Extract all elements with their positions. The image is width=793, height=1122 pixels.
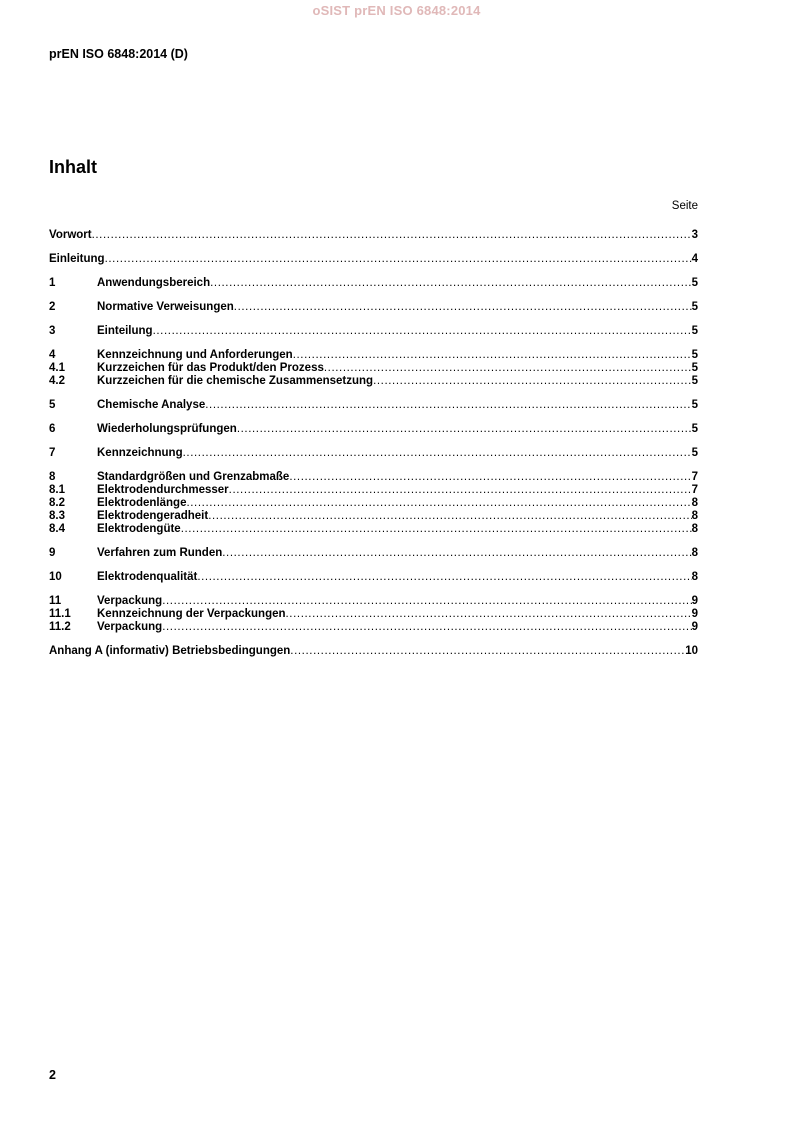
- toc-entry-page: 9: [691, 595, 698, 607]
- toc-entry-label: Standardgrößen und Grenzabmaße: [97, 471, 290, 483]
- toc-entry-page: 7: [691, 471, 698, 483]
- toc-entry-number: 8.2: [49, 497, 65, 509]
- toc-entry-8[interactable]: [49, 471, 698, 484]
- toc-entry-number: 7: [49, 447, 56, 459]
- toc-entry-label: Elektrodenlänge: [97, 497, 187, 509]
- toc-entry-8-4[interactable]: [49, 523, 698, 536]
- toc-entry-label: Normative Verweisungen: [97, 301, 234, 313]
- toc-entry-8-2[interactable]: [49, 497, 698, 510]
- dot-leader: [153, 325, 692, 338]
- toc-entry-page: 9: [691, 621, 698, 633]
- toc-entry-page: 9: [691, 608, 698, 620]
- toc-entry-4[interactable]: [49, 349, 698, 362]
- toc-entry-label: Kennzeichnung: [97, 447, 183, 459]
- dot-leader: [237, 423, 692, 436]
- dot-leader: [181, 523, 692, 536]
- toc-entry-8-1[interactable]: [49, 484, 698, 497]
- toc-entry-vorwort[interactable]: [49, 229, 698, 242]
- toc-entry-label: Elektrodengeradheit: [97, 510, 209, 522]
- toc-entry-11[interactable]: [49, 595, 698, 608]
- toc-entry-5[interactable]: [49, 399, 698, 412]
- toc-entry-label: Einteilung: [97, 325, 153, 337]
- toc-entry-label: Verfahren zum Runden: [97, 547, 223, 559]
- toc-entry-page: 8: [691, 571, 698, 583]
- toc-entry-number: 11.1: [49, 608, 71, 620]
- toc-entry-7[interactable]: [49, 447, 698, 460]
- toc-entry-label: Chemische Analyse: [97, 399, 206, 411]
- dot-leader: [208, 510, 691, 523]
- toc-entry-2[interactable]: [49, 301, 698, 314]
- toc-entry-8-3[interactable]: [49, 510, 698, 523]
- toc-entry-page: 3: [691, 229, 698, 241]
- toc-entry-number: 3: [49, 325, 56, 337]
- toc-entry-page: 5: [691, 301, 698, 313]
- dot-leader: [373, 375, 692, 388]
- dot-leader: [324, 362, 692, 375]
- toc-entry-9[interactable]: [49, 547, 698, 560]
- document-id-header: prEN ISO 6848:2014 (D): [49, 47, 188, 61]
- dot-leader: [162, 621, 691, 634]
- watermark: oSIST prEN ISO 6848:2014: [312, 3, 481, 18]
- toc-title: Inhalt: [49, 157, 97, 177]
- toc-entry-label: Anwendungsbereich: [97, 277, 211, 289]
- toc-entry-page: 8: [691, 547, 698, 559]
- toc-entry-page: 8: [691, 497, 698, 509]
- toc-entry-number: 4: [49, 349, 56, 361]
- toc-entry-1[interactable]: [49, 277, 698, 290]
- toc-entry-page: 10: [685, 645, 698, 657]
- toc-entry-page: 7: [691, 484, 698, 496]
- toc-entry-page: 5: [691, 423, 698, 435]
- toc-entry-6[interactable]: [49, 423, 698, 436]
- toc-entry-page: 8: [691, 523, 698, 535]
- toc-entry-label: Elektrodenqualität: [97, 571, 198, 583]
- page-column-label: Seite: [671, 200, 698, 212]
- toc-entry-label: Anhang A (informativ) Betriebsbedingungen: [49, 645, 291, 657]
- toc-entry-number: 9: [49, 547, 56, 559]
- toc-entry-label: Verpackung: [97, 621, 163, 633]
- toc-entry-page: 5: [691, 447, 698, 459]
- dot-leader: [290, 645, 685, 658]
- toc-entry-label: Verpackung: [97, 595, 163, 607]
- toc-entry-number: 5: [49, 399, 56, 411]
- toc-entry-page: 4: [691, 253, 698, 265]
- toc-entry-page: 5: [691, 349, 698, 361]
- toc-entry-number: 8.3: [49, 510, 65, 522]
- toc-entry-page: 5: [691, 277, 698, 289]
- toc-entry-4-1[interactable]: [49, 362, 698, 375]
- page-number: 2: [49, 1068, 56, 1082]
- dot-leader: [105, 253, 692, 266]
- toc-entry-page: 5: [691, 375, 698, 387]
- toc-entry-label: Elektrodendurchmesser: [97, 484, 229, 496]
- toc-entry-einleitung[interactable]: [49, 253, 698, 266]
- toc-entry-number: 8.4: [49, 523, 65, 535]
- toc-entry-label: Kurzzeichen für die chemische Zusammensetzung: [97, 375, 374, 387]
- dot-leader: [289, 471, 691, 484]
- dot-leader: [205, 399, 691, 412]
- toc-entry-label: Einleitung: [49, 253, 105, 265]
- toc-entry-page: 8: [691, 510, 698, 522]
- dot-leader: [229, 484, 692, 497]
- toc-entry-number: 6: [49, 423, 56, 435]
- toc-entry-number: 8.1: [49, 484, 65, 496]
- toc-entry-number: 1: [49, 277, 56, 289]
- dot-leader: [186, 497, 691, 510]
- toc-entry-page: 5: [691, 399, 698, 411]
- toc-entry-label: Kennzeichnung der Verpackungen: [97, 608, 286, 620]
- dot-leader: [286, 608, 692, 621]
- toc-entry-label: Kurzzeichen für das Produkt/den Prozess: [97, 362, 324, 374]
- toc-entry-page: 5: [691, 325, 698, 337]
- toc-entry-4-2[interactable]: [49, 375, 698, 388]
- dot-leader: [92, 229, 692, 242]
- toc-entry-number: 11.2: [49, 621, 71, 633]
- dot-leader: [183, 447, 692, 460]
- toc-entry-11-2[interactable]: [49, 621, 698, 634]
- toc-entry-page: 5: [691, 362, 698, 374]
- toc-entry-number: 8: [49, 471, 56, 483]
- toc-entry-number: 2: [49, 301, 56, 313]
- toc-entry-number: 4.2: [49, 375, 65, 387]
- dot-leader: [197, 571, 691, 584]
- dot-leader: [293, 349, 692, 362]
- toc-entry-label: Elektrodengüte: [97, 523, 181, 535]
- table-of-contents: [49, 229, 698, 658]
- toc-entry-3[interactable]: [49, 325, 698, 338]
- dot-leader: [222, 547, 691, 560]
- toc-entry-anhang-a[interactable]: [49, 645, 698, 658]
- dot-leader: [162, 595, 691, 608]
- toc-entry-number: 10: [49, 571, 62, 583]
- dot-leader: [234, 301, 692, 314]
- toc-entry-label: Vorwort: [49, 229, 92, 241]
- toc-entry-10[interactable]: [49, 571, 698, 584]
- dot-leader: [210, 277, 691, 290]
- toc-entry-label: Kennzeichnung und Anforderungen: [97, 349, 293, 361]
- toc-entry-number: 11: [49, 595, 62, 607]
- toc-entry-label: Wiederholungsprüfungen: [97, 423, 237, 435]
- toc-entry-11-1[interactable]: [49, 608, 698, 621]
- toc-entry-number: 4.1: [49, 362, 65, 374]
